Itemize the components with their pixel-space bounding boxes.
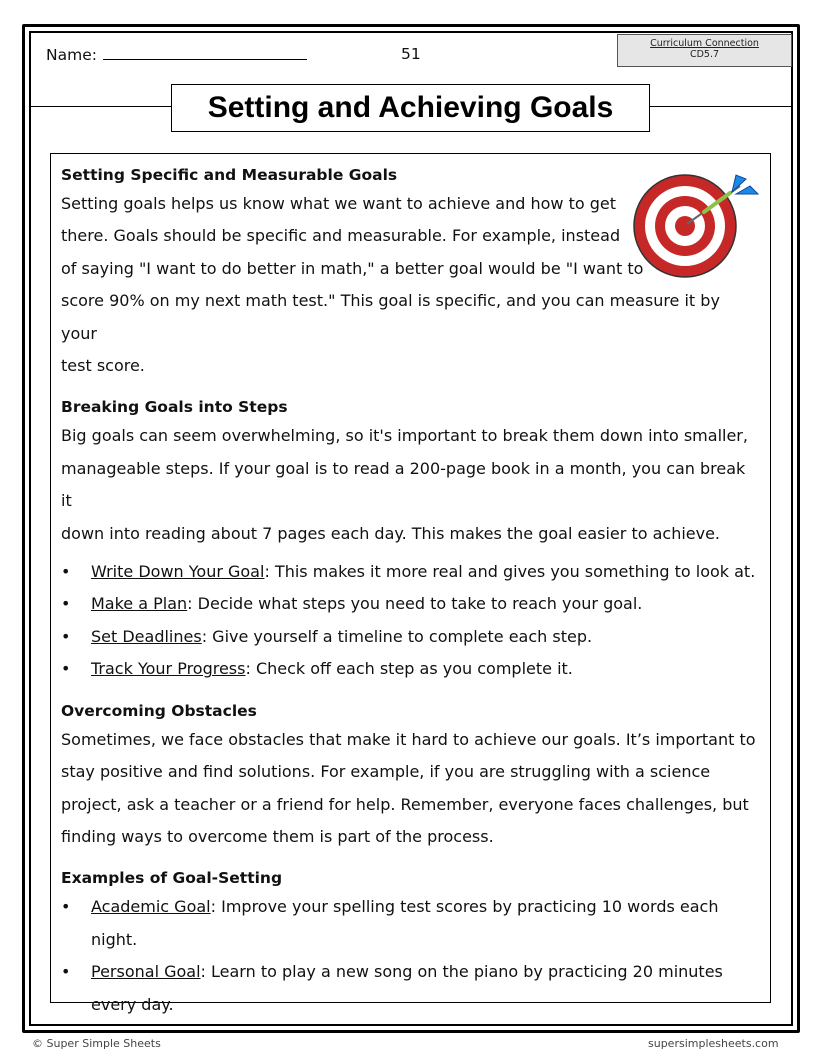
title-box	[171, 84, 650, 132]
section-heading-specific-goals: Setting Specific and Measurable Goals	[61, 166, 398, 184]
curriculum-connection-box	[617, 34, 792, 67]
list-item-term: Track Your Progress	[91, 659, 246, 679]
page-title: Setting and Achieving Goals	[207, 91, 614, 124]
curriculum-code: CD5.7	[689, 49, 720, 60]
list-item-text-continued: every day.	[91, 994, 174, 1014]
list-item	[61, 956, 760, 1021]
list-item	[61, 621, 760, 653]
page-number: 51	[401, 45, 421, 63]
name-label: Name:	[46, 46, 97, 64]
paragraph-line: there. Goals should be specific and measurable. For example, instead	[61, 226, 621, 246]
paragraph-line: Sometimes, we face obstacles that make it hard to achieve our goals. It’s important to	[61, 729, 756, 749]
list-item-text: : Check off each step as you complete it.	[245, 659, 573, 679]
name-blank-line[interactable]	[103, 45, 307, 60]
list-item-term: Personal Goal	[91, 962, 201, 982]
list-item	[61, 588, 760, 620]
paragraph-line: Big goals can seem overwhelming, so it's important to break them down into smaller,	[61, 426, 748, 446]
list-item-text: : Decide what steps you need to take to reach your goal.	[187, 594, 643, 614]
paragraph-line: Setting goals helps us know what we want to achieve and how to get	[61, 194, 617, 213]
paragraph-line: test score.	[61, 356, 145, 376]
paragraph-line: manageable steps. If your goal is to read a 200-page book in a month, you can break it	[61, 458, 746, 511]
examples-list	[61, 891, 760, 1021]
list-item-text: : Learn to play a new song on the piano by practicing 20 minutes	[200, 962, 723, 982]
name-field	[46, 45, 307, 64]
paragraph-line: score 90% on my next math test." This goal is specific, and you can measure it by your	[61, 291, 720, 343]
footer-website: supersimplesheets.com	[648, 1037, 779, 1050]
paragraph-line: stay positive and find solutions. For example, if you are struggling with a science	[61, 762, 711, 782]
target-dart-icon	[632, 172, 762, 278]
content-box	[50, 153, 771, 1014]
section-heading-breaking-goals: Breaking Goals into Steps	[61, 398, 288, 417]
curriculum-connection-title: Curriculum Connection	[650, 38, 759, 49]
list-item-term: Academic Goal	[91, 897, 211, 917]
paragraph-line: of saying "I want to do better in math," a better goal would be "I want to	[61, 258, 644, 278]
footer-copyright: © Super Simple Sheets	[32, 1037, 161, 1050]
list-item-text: : Give yourself a timeline to complete each step.	[201, 626, 593, 646]
section-heading-examples: Examples of Goal-Setting	[61, 869, 283, 888]
list-item-text: : Improve your spelling test scores by practicing 10 words each	[210, 897, 719, 917]
list-item-text: : This makes it more real and gives you something to look at.	[264, 562, 756, 582]
list-item-term: Write Down Your Goal	[91, 562, 265, 582]
list-item	[61, 556, 760, 588]
paragraph-line: down into reading about 7 pages each day. This makes the goal easier to achieve.	[61, 523, 721, 543]
list-item-text-continued: night.	[91, 929, 138, 949]
list-item-term: Set Deadlines	[91, 626, 202, 646]
paragraph-line: finding ways to overcome them is part of the process.	[61, 826, 494, 846]
paragraph-line: project, ask a teacher or a friend for help. Remember, everyone faces challenges, but	[61, 794, 749, 814]
steps-list	[61, 556, 760, 686]
section-heading-obstacles: Overcoming Obstacles	[61, 701, 257, 720]
list-item	[61, 653, 760, 685]
list-item-term: Make a Plan	[91, 594, 188, 614]
list-item	[61, 891, 760, 956]
